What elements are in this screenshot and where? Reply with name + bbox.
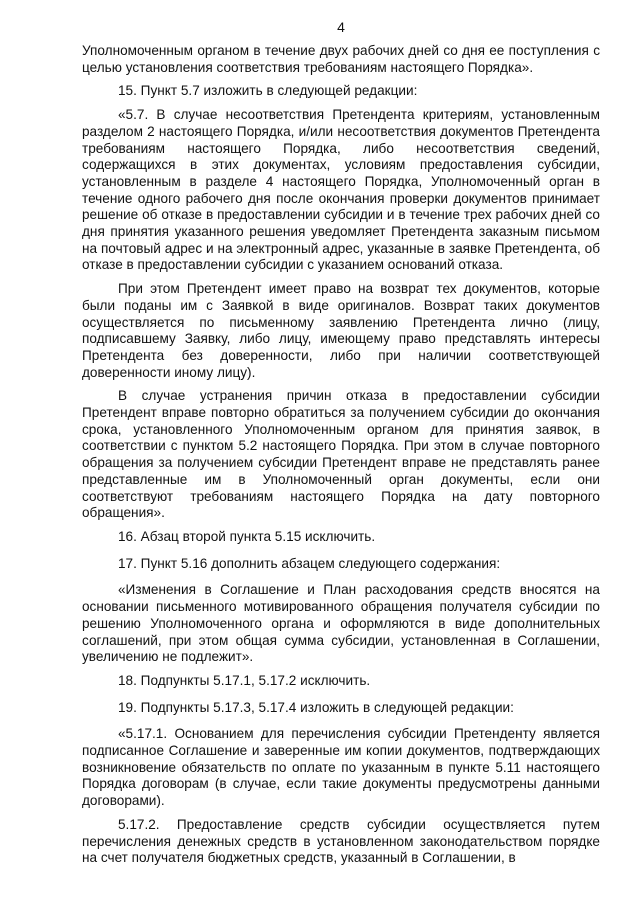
paragraph-item-18: 18. Подпункты 5.17.1, 5.17.2 исключить.	[118, 672, 371, 688]
paragraph-document-return: При этом Претендент имеет право на возврат тех документов, которые были поданы им с Заявкой в виде оригиналов. Возврат таких документов осуществляется по письменному заявлению Претендента лично (лицу, подписавшему Заявку, либо лицу, имеющему право представлять интересы Претендента без доверенности, либо при наличии соответствующей доверенности иному лицу).	[82, 281, 600, 380]
paragraph-item-16: 16. Абзац второй пункта 5.15 исключить.	[118, 528, 376, 544]
paragraph-clause-5-7: «5.7. В случае несоответствия Претендента критериям, установленным разделом 2 настоящего Порядка, и/или несоответствия документов Претендента требованиям настоящего Порядка, либо несоответствия сведений, содержащихся в этих документах, условиям предоставления субсидии, установленным в разделе 4 настоящего Порядка, Уполномоченный орган в течение одного рабочего дня после окончания проверки документов принимает решение об отказе в предоставлении субсидии и в течение трех рабочих дней со дня принятия указанного решения уведомляет Претендента заказным письмом на почтовый адрес и на электронный адрес, указанные в заявке Претендента, об отказе в предоставлении субсидии с указанием оснований отказа.	[82, 107, 600, 273]
paragraph-item-17: 17. Пункт 5.16 дополнить абзацем следующего содержания:	[118, 555, 501, 571]
paragraph-item-15: 15. Пункт 5.7 изложить в следующей редакции:	[118, 83, 418, 99]
paragraph-item-19: 19. Подпункты 5.17.3, 5.17.4 изложить в следующей редакции:	[118, 699, 514, 715]
paragraph-agreement-changes: «Изменения в Соглашение и План расходования средств вносятся на основании письменного мотивированного обращения получателя субсидии по решению Уполномоченного органа и оформляются в виде дополнительных соглашений, при этом общая сумма субсидии, установленная в Соглашении, увеличению не подлежит».	[82, 582, 600, 665]
paragraph-continuation: Уполномоченным органом в течение двух рабочих дней со дня ее поступления с целью установления соответствия требованиям настоящего Порядка».	[82, 43, 600, 75]
paragraph-clause-5-17-1: «5.17.1. Основанием для перечисления субсидии Претенденту является подписанное Соглашение и заверенные им копии документов, подтверждающих возникновение обязательств по оплате по указанным в пункте 5.11 настоящего Порядка договорам (в случае, если такие документы предусмотрены данными договорами).	[82, 726, 600, 809]
document-page	[82, 0, 600, 905]
paragraph-clause-5-17-2: 5.17.2. Предоставление средств субсидии осуществляется путем перечисления денежных средств в установленном законодательством порядке на счет получателя бюджетных средств, указанный в Соглашении, в	[82, 816, 600, 866]
paragraph-repeat-application: В случае устранения причин отказа в предоставлении субсидии Претендент вправе повторно обратиться за получением субсидии до окончания срока, установленного Уполномоченным органом для принятия заявок, в соответствии с пунктом 5.2 настоящего Порядка. При этом в случае повторного обращения за получением субсидии Претендент вправе не представлять ранее представленные им в Уполномоченный орган документы, если они соответствуют требованиям настоящего Порядка на дату повторного обращения».	[82, 388, 600, 521]
page-number: 4	[337, 19, 345, 35]
